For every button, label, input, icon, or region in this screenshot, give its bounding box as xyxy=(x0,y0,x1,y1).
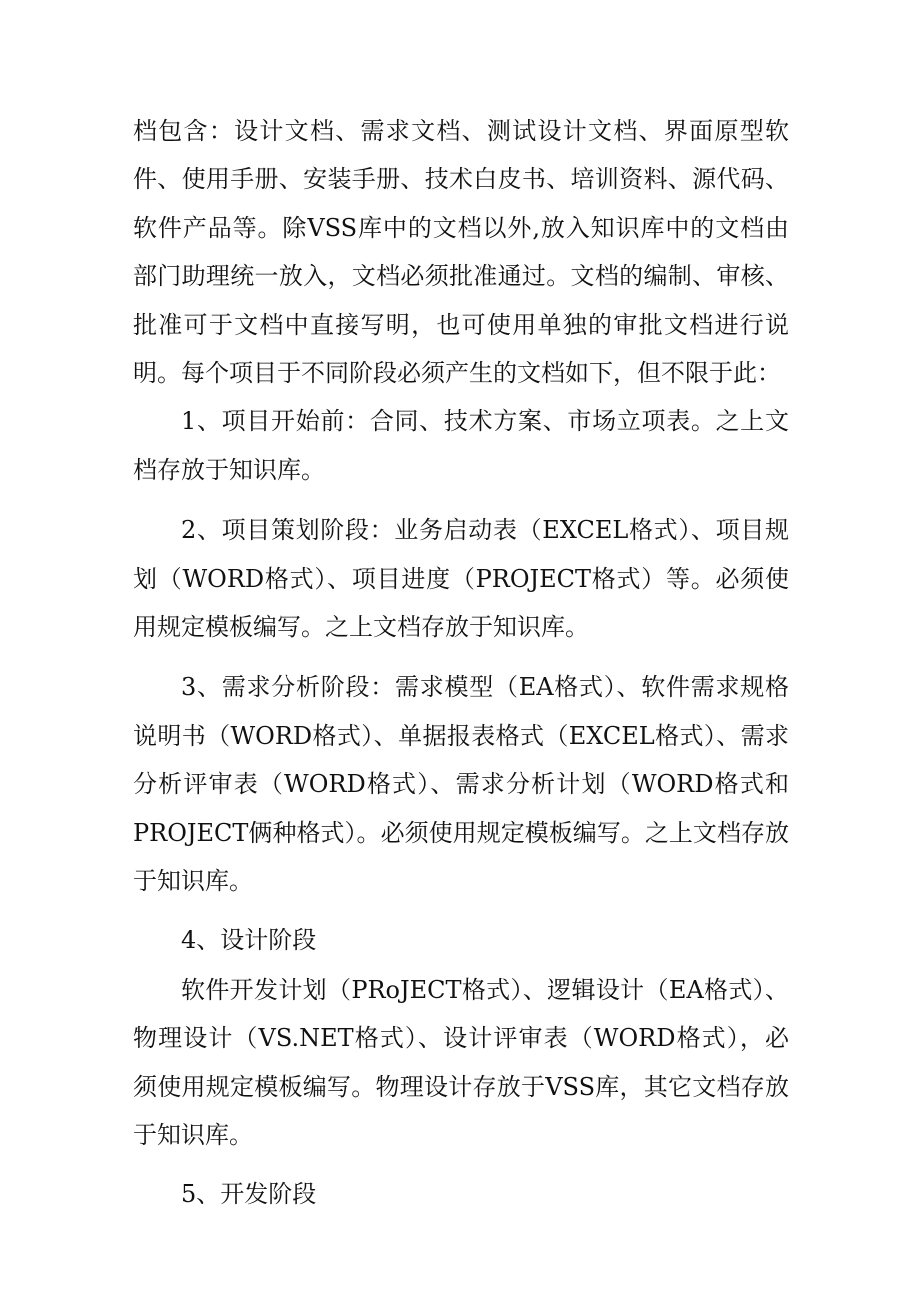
paragraph-item-3: 3、需求分析阶段：需求模型（EA格式）、软件需求规格说明书（WORD格式）、单据报表格式（EXCEL格式）、需求分析评审表（WORD格式）、需求分析计划（WORD格式和PROJECT俩种格式）。必须使用规定模板编写。之上文档存放于知识库。 xyxy=(133,673,789,896)
document-body xyxy=(133,107,789,1218)
paragraph-item-5-heading: 5、开发阶段 xyxy=(181,1179,317,1208)
paragraph-item-4-heading: 4、设计阶段 xyxy=(181,925,317,954)
paragraph-intro: 档包含：设计文档、需求文档、测试设计文档、界面原型软件、使用手册、安装手册、技术白皮书、培训资料、源代码、软件产品等。除VSS库中的文档以外,放入知识库中的文档由部门助理统一放入，文档必须批准通过。文档的编制、审核、批准可于文档中直接写明，也可使用单独的审批文档进行说明。每个项目于不同阶段必须产生的文档如下，但不限于此： xyxy=(133,117,789,388)
paragraph-item-1: 1、项目开始前：合同、技术方案、市场立项表。之上文档存放于知识库。 xyxy=(133,407,789,484)
paragraph-item-2: 2、项目策划阶段：业务启动表（EXCEL格式）、项目规划（WORD格式）、项目进度（PROJECT格式）等。必须使用规定模板编写。之上文档存放于知识库。 xyxy=(133,516,789,642)
paragraph-item-4-body: 软件开发计划（PRoJECT格式）、逻辑设计（EA格式）、物理设计（VS.NET格式）、设计评审表（WORD格式），必须使用规定模板编写。物理设计存放于VSS库，其它文档存放于知识库。 xyxy=(133,975,789,1150)
